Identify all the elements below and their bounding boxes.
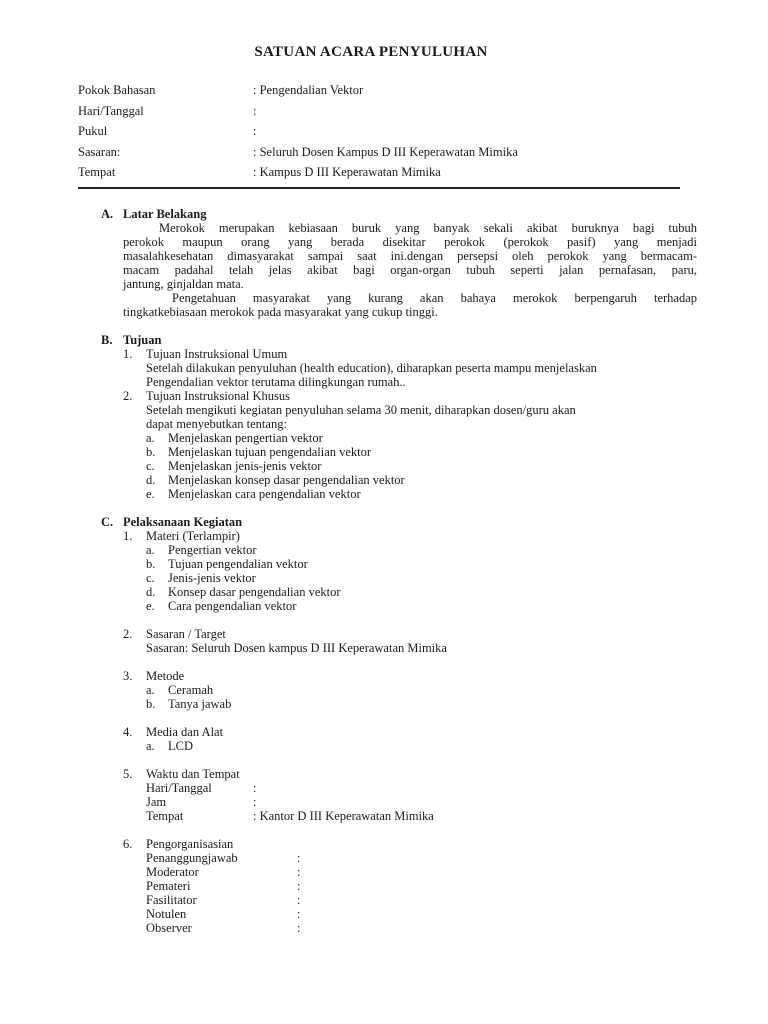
header-label-tempat: Tempat — [78, 165, 116, 179]
section-a-p1-line3: masalahkesehatan dimasyarakat sampai saat ini.dengan persepsi oleh perokok yang bermacam- — [123, 249, 697, 263]
tujuan-khusus-number: 2. — [123, 389, 133, 403]
section-a-p1-line2: perokok maupun orang yang berada disekitar perokok (perokok pasif) yang menjadi — [123, 235, 697, 249]
role-label: Penanggungjawab — [146, 851, 238, 865]
tujuan-khusus-title: Tujuan Instruksional Khusus — [146, 389, 290, 403]
sasaran-title: Sasaran / Target — [146, 627, 226, 641]
header-value-pukul: : — [253, 124, 257, 138]
section-c-marker: C. — [101, 515, 114, 529]
role-value: : — [297, 879, 301, 893]
section-a-heading: Latar Belakang — [123, 207, 207, 221]
header-value-tempat: : Kampus D III Keperawatan Mimika — [253, 165, 441, 179]
list-marker: a. — [146, 431, 155, 445]
role-label: Fasilitator — [146, 893, 197, 907]
tujuan-khusus-line1: Setelah mengikuti kegiatan penyuluhan selama 30 menit, diharapkan dosen/guru akan — [146, 403, 576, 417]
section-c-heading: Pelaksanaan Kegiatan — [123, 515, 243, 529]
role-value: : — [297, 921, 301, 935]
list-item: Ceramah — [168, 683, 214, 697]
waktu-label-tempat: Tempat — [146, 809, 184, 823]
list-marker: a. — [146, 739, 155, 753]
metode-number: 3. — [123, 669, 133, 683]
list-marker: d. — [146, 473, 156, 487]
sasaran-line: Sasaran: Seluruh Dosen kampus D III Keperawatan Mimika — [146, 641, 447, 655]
media-number: 4. — [123, 725, 133, 739]
role-value: : — [297, 865, 301, 879]
waktu-value-hari: : — [253, 781, 257, 795]
waktu-value-tempat: : Kantor D III Keperawatan Mimika — [253, 809, 434, 823]
metode-title: Metode — [146, 669, 185, 683]
role-label: Pemateri — [146, 879, 191, 893]
section-b-heading: Tujuan — [123, 333, 162, 347]
list-item: Cara pengendalian vektor — [168, 599, 297, 613]
role-label: Notulen — [146, 907, 187, 921]
section-a-p2-line1: Pengetahuan masyarakat yang kurang akan bahaya merokok berpengaruh terhadap — [172, 291, 697, 305]
header-label-pokok-bahasan: Pokok Bahasan — [78, 83, 156, 97]
sasaran-number: 2. — [123, 627, 133, 641]
organisasi-number: 6. — [123, 837, 133, 851]
list-marker: c. — [146, 459, 155, 473]
waktu-title: Waktu dan Tempat — [146, 767, 240, 781]
list-item: Menjelaskan jenis-jenis vektor — [168, 459, 322, 473]
list-item: Konsep dasar pengendalian vektor — [168, 585, 341, 599]
waktu-value-jam: : — [253, 795, 257, 809]
tujuan-khusus-line2: dapat menyebutkan tentang: — [146, 417, 287, 431]
section-b-marker: B. — [101, 333, 113, 347]
header-value-sasaran: : Seluruh Dosen Kampus D III Keperawatan Mimika — [253, 145, 518, 159]
list-item: Tanya jawab — [168, 697, 232, 711]
role-label: Moderator — [146, 865, 199, 879]
header-divider — [78, 187, 680, 189]
organisasi-title: Pengorganisasian — [146, 837, 234, 851]
list-item: Jenis-jenis vektor — [168, 571, 256, 585]
list-marker: c. — [146, 571, 155, 585]
list-item: Menjelaskan pengertian vektor — [168, 431, 323, 445]
list-marker: a. — [146, 683, 155, 697]
header-value-hari-tanggal: : — [253, 104, 257, 118]
role-value: : — [297, 907, 301, 921]
materi-title: Materi (Terlampir) — [146, 529, 240, 543]
list-marker: b. — [146, 697, 156, 711]
materi-number: 1. — [123, 529, 133, 543]
role-value: : — [297, 851, 301, 865]
list-item: Tujuan pengendalian vektor — [168, 557, 308, 571]
list-marker: a. — [146, 543, 155, 557]
role-label: Observer — [146, 921, 192, 935]
media-title: Media dan Alat — [146, 725, 224, 739]
header-value-pokok-bahasan: : Pengendalian Vektor — [253, 83, 364, 97]
role-value: : — [297, 893, 301, 907]
list-marker: e. — [146, 599, 155, 613]
list-item: Menjelaskan konsep dasar pengendalian vektor — [168, 473, 405, 487]
tujuan-umum-line2: Pengendalian vektor terutama dilingkungan rumah.. — [146, 375, 406, 389]
waktu-label-hari: Hari/Tanggal — [146, 781, 212, 795]
list-marker: b. — [146, 557, 156, 571]
section-a-p1-line1: Merokok merupakan kebiasaan buruk yang banyak sekali akibat buruknya bagi tubuh — [159, 221, 697, 235]
header-label-sasaran: Sasaran: — [78, 145, 121, 159]
section-a-p1-line5: jantung, ginjaldan mata. — [123, 277, 244, 291]
list-marker: e. — [146, 487, 155, 501]
list-marker: b. — [146, 445, 156, 459]
document-title: SATUAN ACARA PENYULUHAN — [254, 44, 488, 60]
header-label-pukul: Pukul — [78, 124, 108, 138]
section-a-p1-line4: macam padahal telah jelas akibat bagi organ-organ tubuh seperti jalan pernafasan, paru, — [123, 263, 697, 277]
waktu-number: 5. — [123, 767, 133, 781]
tujuan-umum-number: 1. — [123, 347, 133, 361]
waktu-label-jam: Jam — [146, 795, 167, 809]
list-item: Menjelaskan tujuan pengendalian vektor — [168, 445, 372, 459]
list-item: Menjelaskan cara pengendalian vektor — [168, 487, 361, 501]
list-item: LCD — [168, 739, 193, 753]
list-marker: d. — [146, 585, 156, 599]
list-item: Pengertian vektor — [168, 543, 257, 557]
tujuan-umum-line1: Setelah dilakukan penyuluhan (health education), diharapkan peserta mampu menjelaskan — [146, 361, 597, 375]
section-a-marker: A. — [101, 207, 114, 221]
tujuan-umum-title: Tujuan Instruksional Umum — [146, 347, 288, 361]
header-label-hari-tanggal: Hari/Tanggal — [78, 104, 144, 118]
section-a-p2-line2: tingkatkebiasaan merokok pada masyarakat yang cukup tinggi. — [123, 305, 438, 319]
